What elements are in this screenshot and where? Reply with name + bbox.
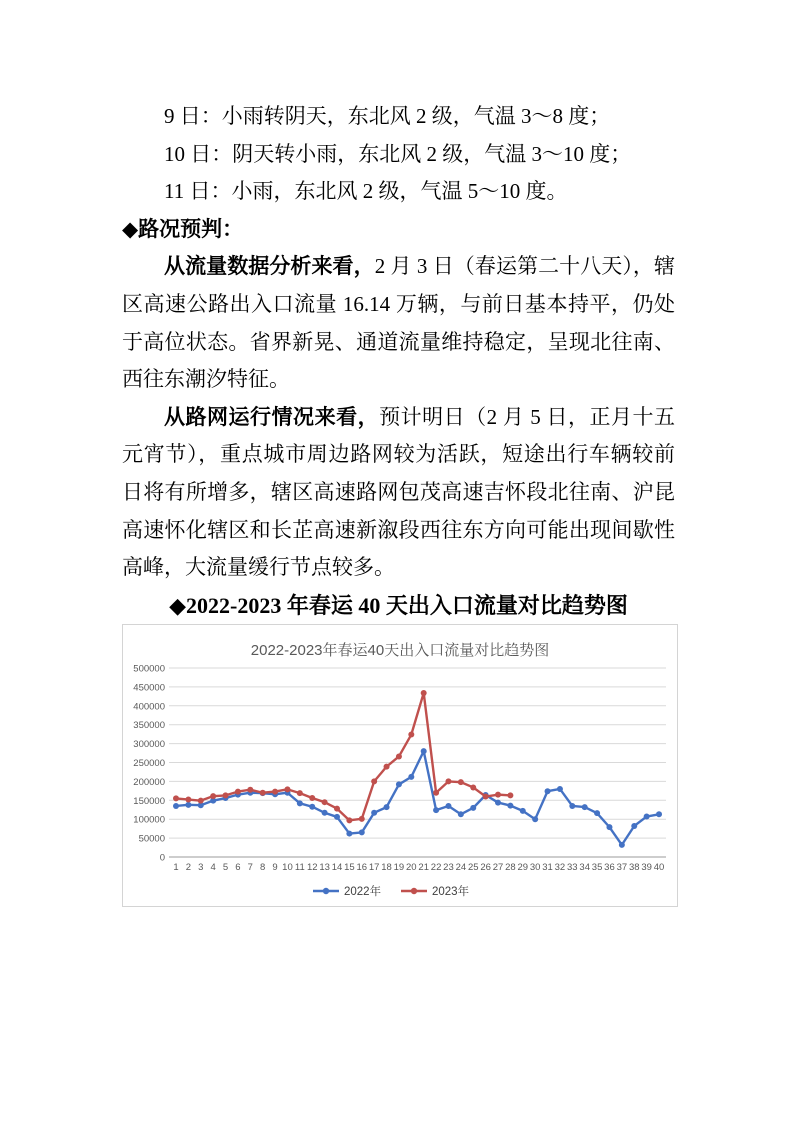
data-point-2023 [483, 794, 489, 800]
x-tick-label: 37 [616, 862, 628, 874]
section-heading-road-forecast: ◆路况预判： [122, 216, 244, 241]
y-tick-label: 200000 [133, 777, 165, 789]
data-point-2023 [284, 787, 290, 793]
data-point-2022 [185, 802, 191, 808]
data-point-2022 [582, 804, 588, 810]
y-tick-label: 50000 [138, 833, 165, 845]
x-tick-label: 1 [173, 862, 179, 874]
x-tick-label: 16 [356, 862, 368, 874]
paragraph-network-operation [122, 399, 675, 587]
data-point-2023 [396, 754, 402, 760]
data-point-2023 [334, 806, 340, 812]
y-tick-label: 500000 [133, 663, 165, 675]
data-point-2023 [309, 795, 315, 801]
data-point-2022 [631, 823, 637, 829]
x-tick-label: 28 [505, 862, 516, 874]
y-tick-label: 250000 [133, 758, 165, 770]
x-tick-label: 32 [554, 862, 566, 874]
data-point-2022 [445, 803, 451, 809]
x-tick-label: 4 [210, 862, 216, 874]
data-point-2022 [433, 807, 439, 813]
x-tick-label: 25 [467, 862, 479, 874]
x-tick-label: 2 [185, 862, 192, 874]
y-tick-label: 150000 [133, 796, 165, 808]
data-point-2023 [346, 818, 352, 824]
data-point-2022 [322, 810, 328, 816]
x-tick-label: 14 [331, 862, 343, 874]
data-point-2023 [507, 793, 513, 799]
x-tick-label: 7 [247, 862, 253, 874]
data-point-2022 [396, 782, 402, 788]
x-tick-label: 5 [222, 862, 229, 874]
x-tick-label: 22 [430, 862, 442, 874]
data-point-2023 [322, 800, 328, 806]
data-point-2023 [433, 790, 439, 796]
data-point-2022 [359, 830, 365, 836]
x-tick-label: 19 [393, 862, 405, 874]
x-tick-label: 9 [272, 862, 278, 874]
legend-marker-2022 [323, 888, 329, 894]
data-point-2023 [185, 797, 191, 803]
data-point-2023 [247, 787, 253, 793]
data-point-2022 [384, 804, 390, 810]
data-point-2022 [532, 817, 538, 823]
weather-line-day11: 11 日：小雨，东北风 2 级，气温 5～10 度。 [164, 179, 568, 204]
data-point-2023 [384, 764, 390, 770]
data-point-2022 [173, 803, 179, 809]
x-tick-label: 17 [368, 862, 380, 874]
x-tick-label: 38 [628, 862, 640, 874]
data-point-2022 [408, 774, 414, 780]
x-tick-label: 13 [319, 862, 330, 874]
y-tick-label: 300000 [133, 739, 165, 751]
paragraph-network-operation-body: 预计明日（2 月 5 日，正月十五元宵节），重点城市周边路网较为活跃，短途出行车辆较前日将有所增多，辖区高速路网包茂高速吉怀段北往南、沪昆高速怀化辖区和长芷高速新溆段西往东方向可能出现间歇性高峰，大流量缓行节点较多。 [122, 404, 676, 580]
data-point-2022 [421, 748, 427, 754]
chart-container [122, 624, 678, 907]
paragraph-traffic-volume [122, 248, 675, 398]
data-point-2022 [619, 842, 625, 848]
x-tick-label: 40 [653, 862, 665, 874]
data-point-2022 [507, 803, 513, 809]
data-point-2023 [359, 816, 365, 822]
data-point-2022 [495, 800, 501, 806]
data-point-2022 [545, 789, 551, 795]
data-point-2022 [569, 803, 575, 809]
data-point-2022 [644, 814, 650, 820]
chart-section-heading: ◆2022-2023 年春运 40 天出入口流量对比趋势图 [169, 592, 628, 618]
x-tick-label: 33 [567, 862, 578, 874]
paragraph-traffic-volume-body: 2 月 3 日（春运第二十八天），辖区高速公路出入口流量 16.14 万辆，与前日基本持平，仍处于高位状态。省界新晃、通道流量维持稳定，呈现北往南、西往东潮汐特征。 [122, 254, 676, 392]
data-point-2023 [223, 793, 229, 799]
data-point-2022 [309, 804, 315, 810]
x-tick-label: 3 [198, 862, 204, 874]
data-point-2022 [334, 814, 340, 820]
series-line-2023 [176, 693, 510, 820]
x-tick-label: 27 [492, 862, 504, 874]
x-tick-label: 23 [443, 862, 454, 874]
data-point-2022 [458, 812, 464, 818]
x-tick-label: 30 [529, 862, 541, 874]
data-point-2022 [297, 801, 303, 807]
x-tick-label: 26 [480, 862, 491, 874]
data-point-2022 [606, 824, 612, 830]
x-tick-label: 31 [542, 862, 553, 874]
x-tick-label: 8 [260, 862, 266, 874]
paragraph-network-operation-lead: 从路网运行情况来看， [164, 404, 380, 429]
y-tick-label: 450000 [133, 682, 165, 694]
data-point-2023 [371, 779, 377, 785]
data-point-2023 [445, 779, 451, 785]
data-point-2022 [520, 808, 526, 814]
y-tick-label: 100000 [133, 815, 165, 827]
weather-line-day9: 9 日：小雨转阴天，东北风 2 级，气温 3～8 度； [164, 104, 611, 128]
x-tick-label: 10 [282, 862, 293, 874]
data-point-2023 [458, 779, 464, 785]
legend-label-2023: 2023年 [432, 886, 470, 899]
y-tick-label: 400000 [133, 701, 165, 713]
data-point-2023 [470, 785, 476, 791]
chart-title: 2022-2023年春运40天出入口流量对比趋势图 [250, 642, 550, 660]
paragraph-traffic-volume-lead: 从流量数据分析来看， [164, 254, 375, 279]
data-point-2023 [210, 793, 216, 799]
data-point-2022 [346, 831, 352, 837]
weather-line-day10: 10 日：阴天转小雨，东北风 2 级，气温 3～10 度； [164, 141, 632, 166]
x-tick-label: 39 [641, 862, 652, 874]
data-point-2023 [297, 790, 303, 796]
data-point-2022 [557, 786, 563, 792]
x-tick-label: 18 [381, 862, 392, 874]
data-point-2022 [470, 805, 476, 811]
x-tick-label: 15 [344, 862, 355, 874]
data-point-2023 [272, 789, 278, 795]
x-tick-label: 36 [604, 862, 615, 874]
x-tick-label: 20 [406, 862, 417, 874]
x-tick-label: 12 [306, 862, 318, 874]
data-point-2022 [594, 810, 600, 816]
document-content [122, 98, 675, 907]
data-point-2023 [198, 798, 204, 804]
series-line-2022 [176, 751, 659, 845]
data-point-2022 [656, 812, 662, 818]
x-tick-label: 11 [294, 862, 305, 874]
y-tick-label: 0 [159, 852, 165, 864]
data-point-2023 [408, 732, 414, 738]
data-point-2023 [495, 792, 501, 798]
x-tick-label: 24 [455, 862, 467, 874]
y-tick-label: 350000 [133, 720, 165, 732]
x-tick-label: 29 [517, 862, 529, 874]
x-tick-label: 35 [591, 862, 603, 874]
data-point-2023 [260, 790, 266, 796]
traffic-comparison-line-chart [123, 625, 677, 906]
legend-marker-2023 [411, 888, 417, 894]
data-point-2023 [235, 789, 241, 795]
data-point-2023 [173, 796, 179, 802]
data-point-2022 [371, 810, 377, 816]
x-tick-label: 6 [235, 862, 241, 874]
legend-label-2022: 2022年 [344, 886, 382, 899]
data-point-2023 [421, 690, 427, 696]
x-tick-label: 21 [418, 862, 429, 874]
x-tick-label: 34 [579, 862, 590, 874]
